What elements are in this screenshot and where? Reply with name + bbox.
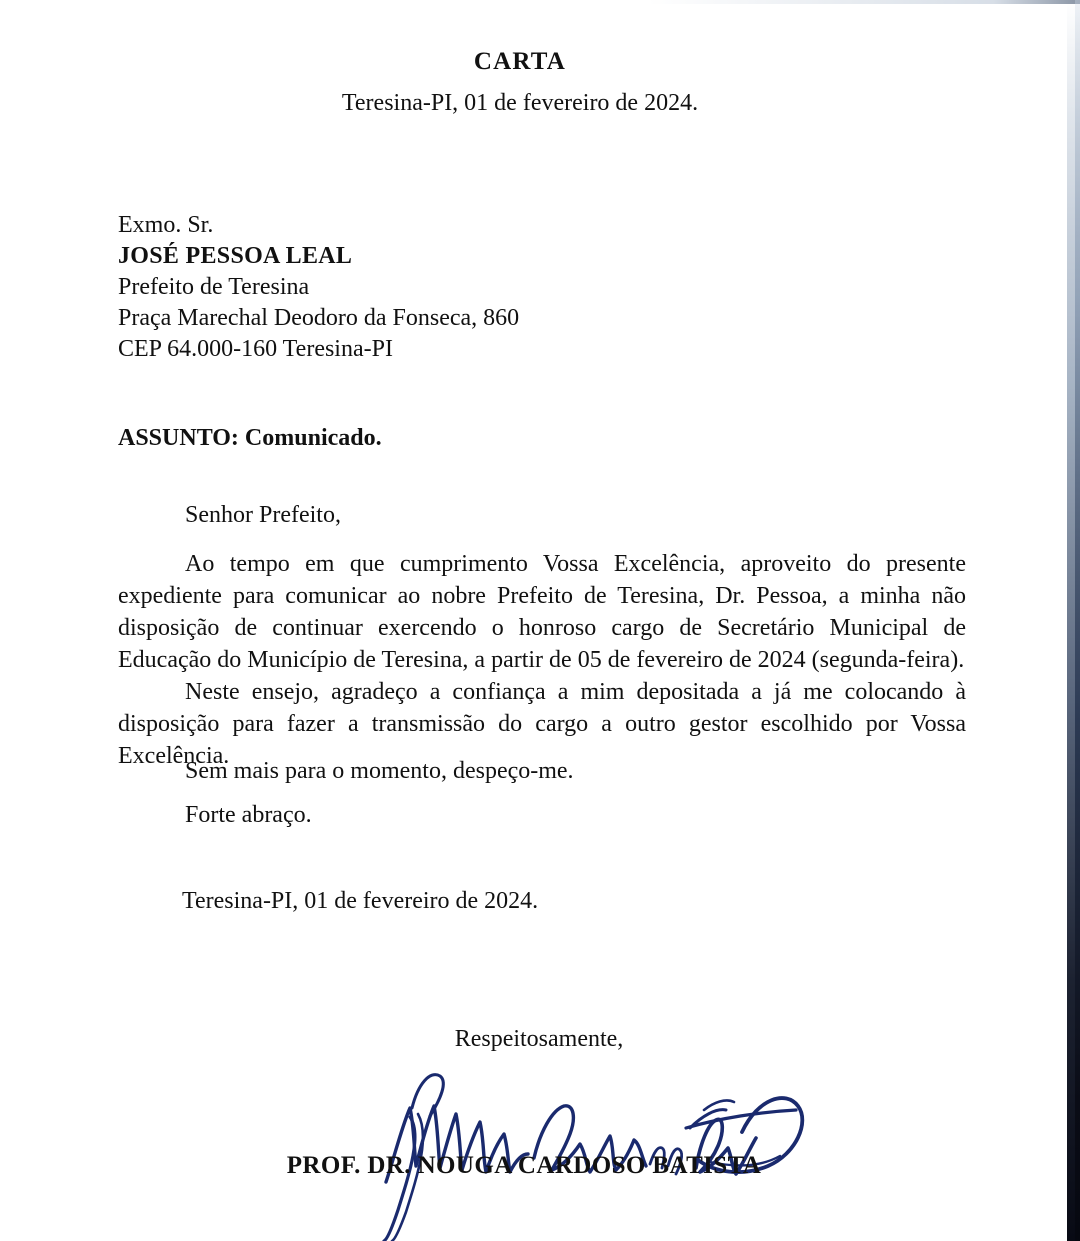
document-title: CARTA (473, 48, 567, 75)
subject-line: ASSUNTO: Comunicado. (118, 425, 382, 451)
closing-salutation (0, 1026, 1080, 1053)
recipient-honorific: Exmo. Sr. (118, 212, 214, 238)
closing-salutation-text: Respeitosamente, (454, 1026, 624, 1052)
document-date-top: Teresina-PI, 01 de fevereiro de 2024. (341, 90, 699, 116)
body-paragraph-3: Sem mais para o momento, despeço-me. (185, 758, 574, 784)
body-paragraph-1: Ao tempo em que cumprimento Vossa Excelência, aproveito do presente expediente para comunicar ao nobre Prefeito de Teresina, Dr. Pessoa, a minha não disposição de continuar exercendo o honroso cargo de Secretário Municipal de Educação do Município de Teresina, a partir de 05 de fevereiro de 2024 (segunda-feira). (118, 551, 966, 673)
scan-edge-top (0, 0, 1080, 4)
recipient-postal-code: CEP 64.000-160 Teresina-PI (118, 336, 393, 362)
body-salutation: Senhor Prefeito, (185, 502, 341, 528)
signer-printed-name (0, 1152, 1080, 1180)
scan-edge-right-dark (1075, 0, 1080, 1241)
recipient-address: Praça Marechal Deodoro da Fonseca, 860 (118, 305, 520, 331)
body-paragraph-4: Forte abraço. (185, 802, 312, 828)
signer-printed-name-text: PROF. DR. NOUGA CARDOSO BATISTA (286, 1152, 762, 1179)
body-paragraph-2: Neste ensejo, agradeço a confiança a mim depositada a já me colocando à disposição para fazer a transmissão do cargo a outro gestor escolhido por Vossa Excelência. (118, 679, 966, 769)
recipient-role: Prefeito de Teresina (118, 274, 310, 300)
document-date-bottom: Teresina-PI, 01 de fevereiro de 2024. (182, 888, 539, 914)
recipient-name: JOSÉ PESSOA LEAL (118, 243, 353, 269)
recipient-block (118, 210, 519, 365)
scan-edge-right (1067, 0, 1080, 1241)
